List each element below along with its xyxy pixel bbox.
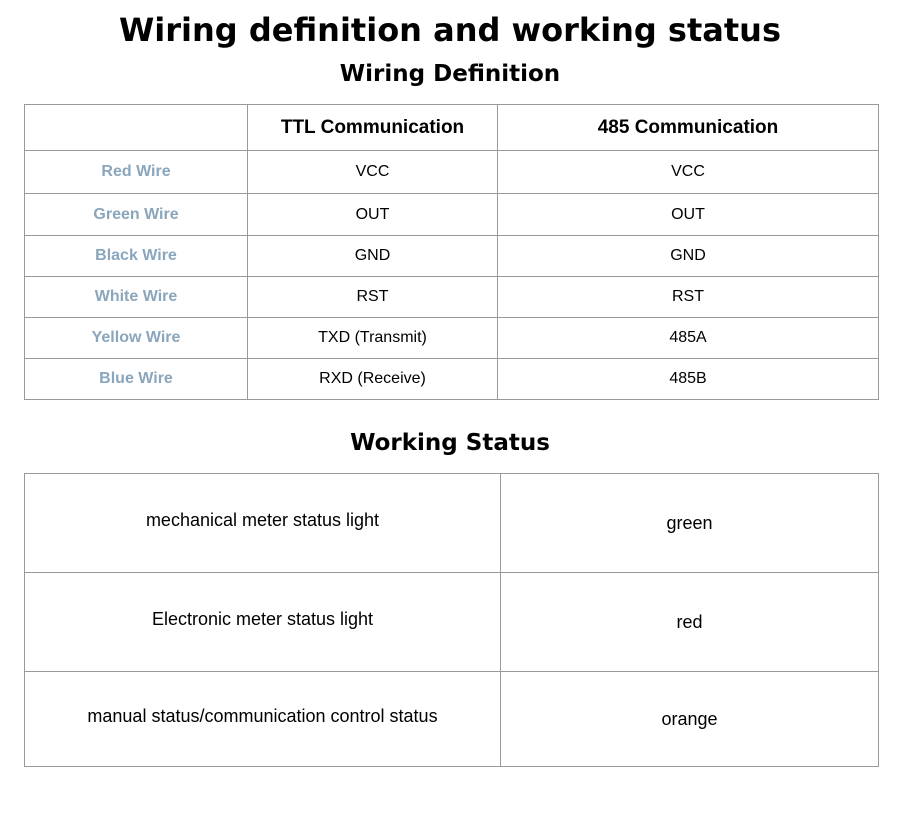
table-row [25, 318, 879, 359]
wire-label-cell: Black Wire [25, 236, 248, 277]
status-value-cell [501, 672, 879, 767]
working-status-table [24, 473, 879, 767]
rs485-cell: OUT [498, 194, 879, 236]
wire-label-cell: Yellow Wire [25, 318, 248, 359]
rs485-cell: RST [498, 277, 879, 318]
ttl-cell: RST [248, 277, 498, 318]
rs485-cell: VCC [498, 151, 879, 194]
table-row [25, 672, 879, 767]
ttl-cell: RXD (Receive) [248, 359, 498, 400]
wire-label-cell: Red Wire [25, 151, 248, 194]
status-value-text: red [676, 611, 703, 632]
table-header-row [25, 105, 879, 151]
wire-label-cell: Blue Wire [25, 359, 248, 400]
ttl-cell: GND [248, 236, 498, 277]
ttl-cell: OUT [248, 194, 498, 236]
status-label-text: Electronic meter status light [151, 608, 374, 629]
rs485-cell: GND [498, 236, 879, 277]
table-row [25, 573, 879, 672]
header-cell-485: 485 Communication [498, 105, 879, 151]
working-status-title: Working Status [350, 430, 550, 456]
header-cell-ttl: TTL Communication [248, 105, 498, 151]
table-row [25, 359, 879, 400]
wiring-definition-table [24, 104, 879, 400]
rs485-cell: 485B [498, 359, 879, 400]
wire-label-cell: White Wire [25, 277, 248, 318]
header-cell-empty [25, 105, 248, 151]
wire-label-cell: Green Wire [25, 194, 248, 236]
page-title: Wiring definition and working status [119, 11, 781, 49]
status-label-cell [25, 474, 501, 573]
table-row [25, 236, 879, 277]
status-value-text: orange [661, 708, 718, 729]
status-value-text: green [666, 512, 713, 533]
status-value-cell [501, 573, 879, 672]
ttl-cell: TXD (Transmit) [248, 318, 498, 359]
ttl-cell: VCC [248, 151, 498, 194]
status-label-text: manual status/communication control status [87, 705, 438, 726]
status-label-cell [25, 672, 501, 767]
wiring-definition-title: Wiring Definition [339, 61, 561, 87]
table-row [25, 277, 879, 318]
status-value-cell [501, 474, 879, 573]
status-label-text: mechanical meter status light [145, 509, 380, 530]
table-row [25, 151, 879, 194]
rs485-cell: 485A [498, 318, 879, 359]
table-row [25, 194, 879, 236]
status-label-cell [25, 573, 501, 672]
table-row [25, 474, 879, 573]
